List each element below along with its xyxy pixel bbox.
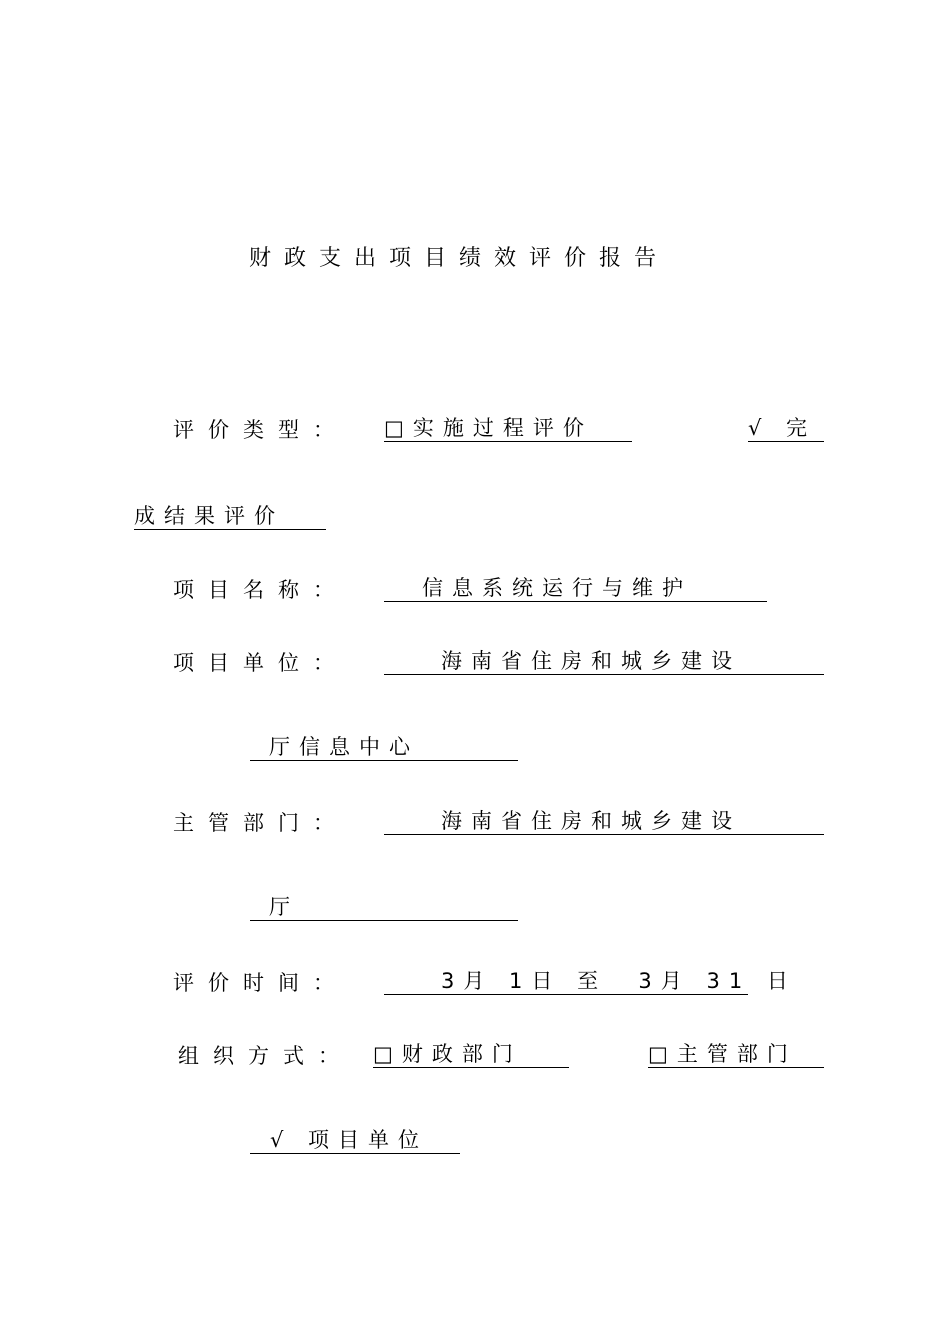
project-unit-field bbox=[384, 647, 824, 675]
supervisor-value-1: 海南省住房和城乡建设 bbox=[441, 809, 741, 833]
eval-type-option-result-text-2: 成结果评价 bbox=[134, 504, 284, 528]
eval-time-value: 3月 1日 至 3月 31 日 bbox=[441, 969, 797, 993]
project-name-field bbox=[384, 574, 767, 602]
eval-type-option-result[interactable] bbox=[748, 414, 824, 442]
organization-option-supervisor[interactable] bbox=[648, 1040, 824, 1068]
document-title: 财政支出项目绩效评价报告 bbox=[249, 246, 670, 271]
eval-time-field bbox=[384, 967, 797, 995]
project-unit-value-1: 海南省住房和城乡建设 bbox=[441, 649, 741, 673]
organization-option-unit-text: √ 项目单位 bbox=[270, 1128, 429, 1152]
eval-type-label: 评价类型： bbox=[173, 418, 348, 442]
project-unit-field-cont bbox=[250, 733, 518, 761]
organization-option-finance[interactable] bbox=[373, 1040, 569, 1068]
organization-option-finance-text: □财政部门 bbox=[373, 1042, 522, 1066]
eval-type-option-result-cont bbox=[134, 502, 326, 530]
organization-label: 组织方式： bbox=[178, 1044, 353, 1068]
organization-option-supervisor-text: □主管部门 bbox=[648, 1042, 797, 1066]
eval-type-option-process-text: □实施过程评价 bbox=[384, 416, 593, 440]
eval-type-option-process[interactable] bbox=[384, 414, 632, 442]
supervisor-field-cont bbox=[250, 893, 518, 921]
eval-time-label: 评价时间： bbox=[173, 971, 348, 995]
eval-type-option-result-text-1: √ 完 bbox=[748, 416, 817, 440]
supervisor-value-2: 厅 bbox=[269, 895, 299, 919]
supervisor-label: 主管部门： bbox=[173, 811, 348, 835]
project-unit-value-2: 厅信息中心 bbox=[269, 735, 419, 759]
project-name-value: 信息系统运行与维护 bbox=[422, 576, 692, 600]
organization-option-unit[interactable] bbox=[250, 1126, 460, 1154]
project-unit-label: 项目单位： bbox=[173, 651, 348, 675]
supervisor-field bbox=[384, 807, 824, 835]
project-name-label: 项目名称： bbox=[173, 578, 348, 602]
